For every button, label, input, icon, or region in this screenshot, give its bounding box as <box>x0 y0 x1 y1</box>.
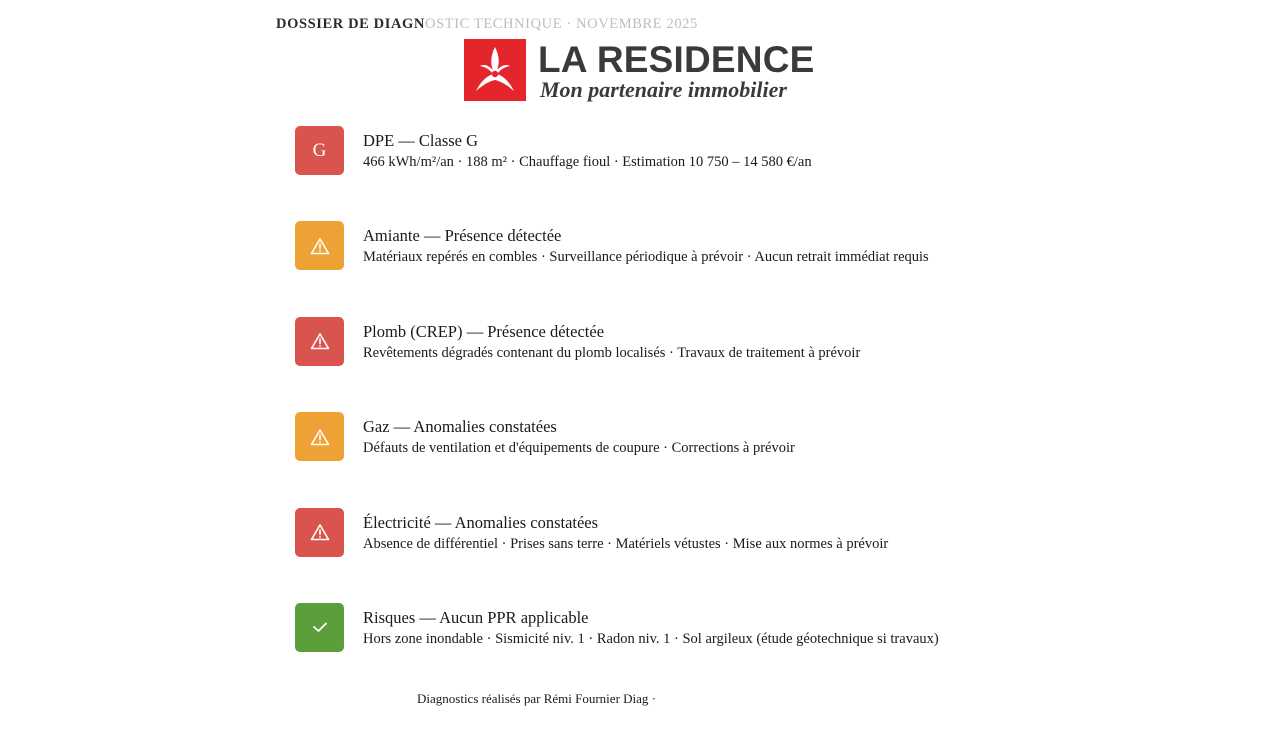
logo-mark-icon <box>464 39 526 101</box>
diagnostic-title: Amiante — Présence détectée <box>363 226 562 246</box>
diagnostic-detail: Revêtements dégradés contenant du plomb localisés · Travaux de traitement à prévoir <box>363 344 861 361</box>
diagnostic-item-amiante <box>295 221 1055 316</box>
diagnostic-item-electricite <box>295 508 1055 603</box>
logo-tagline: Mon partenaire immobilier <box>540 77 787 102</box>
status-badge <box>295 603 344 652</box>
diagnostic-detail: Matériaux repérés en combles · Surveillance périodique à prévoir · Aucun retrait immédiat requis <box>363 249 929 266</box>
diagnostic-item-gaz <box>295 412 1055 507</box>
agency-logo <box>464 39 824 105</box>
dpe-grade-letter: G <box>312 139 327 161</box>
document-title-faded: OSTIC TECHNIQUE · NOVEMBRE 2025 <box>425 16 698 32</box>
diagnostic-item-dpe <box>295 126 1055 221</box>
diagnostic-title: Risques — Aucun PPR applicable <box>363 607 589 627</box>
warning-icon <box>310 332 330 350</box>
diagnostic-title: Plomb (CREP) — Présence détectée <box>363 321 605 341</box>
document-title <box>276 15 698 33</box>
diagnostics-list <box>295 126 1055 698</box>
status-badge <box>295 508 344 557</box>
warning-icon <box>310 523 330 541</box>
status-badge <box>295 317 344 366</box>
diagnostic-detail: Hors zone inondable · Sismicité niv. 1 · Radon niv. 1 · Sol argileux (étude géotechnique si travaux) <box>363 630 939 647</box>
diagnostic-title: DPE — Classe G <box>363 131 479 150</box>
diagnostic-detail: Défauts de ventilation et d'équipements de coupure · Corrections à prévoir <box>363 440 795 457</box>
warning-icon <box>310 428 330 446</box>
diagnostic-item-risques <box>295 603 1055 698</box>
warning-icon <box>310 237 330 255</box>
diagnostic-item-plomb <box>295 317 1055 412</box>
diagnostic-detail: 466 kWh/m²/an · 188 m² · Chauffage fioul · Estimation 10 750 – 14 580 €/an <box>363 154 812 170</box>
logo-name: LA RESIDENCE <box>538 39 815 80</box>
document-title-visible: DOSSIER DE DIAGN <box>276 16 425 32</box>
diagnostic-detail: Absence de différentiel · Prises sans terre · Matériels vétustes · Mise aux normes à prévoir <box>363 535 889 552</box>
dpe-grade-badge <box>295 126 344 175</box>
footer-credit: Diagnostics réalisés par Rémi Fournier Diag · <box>417 691 656 706</box>
status-badge <box>295 412 344 461</box>
diagnostic-title: Électricité — Anomalies constatées <box>363 512 599 532</box>
check-icon <box>311 620 329 634</box>
diagnostic-title: Gaz — Anomalies constatées <box>363 417 557 437</box>
status-badge <box>295 221 344 270</box>
